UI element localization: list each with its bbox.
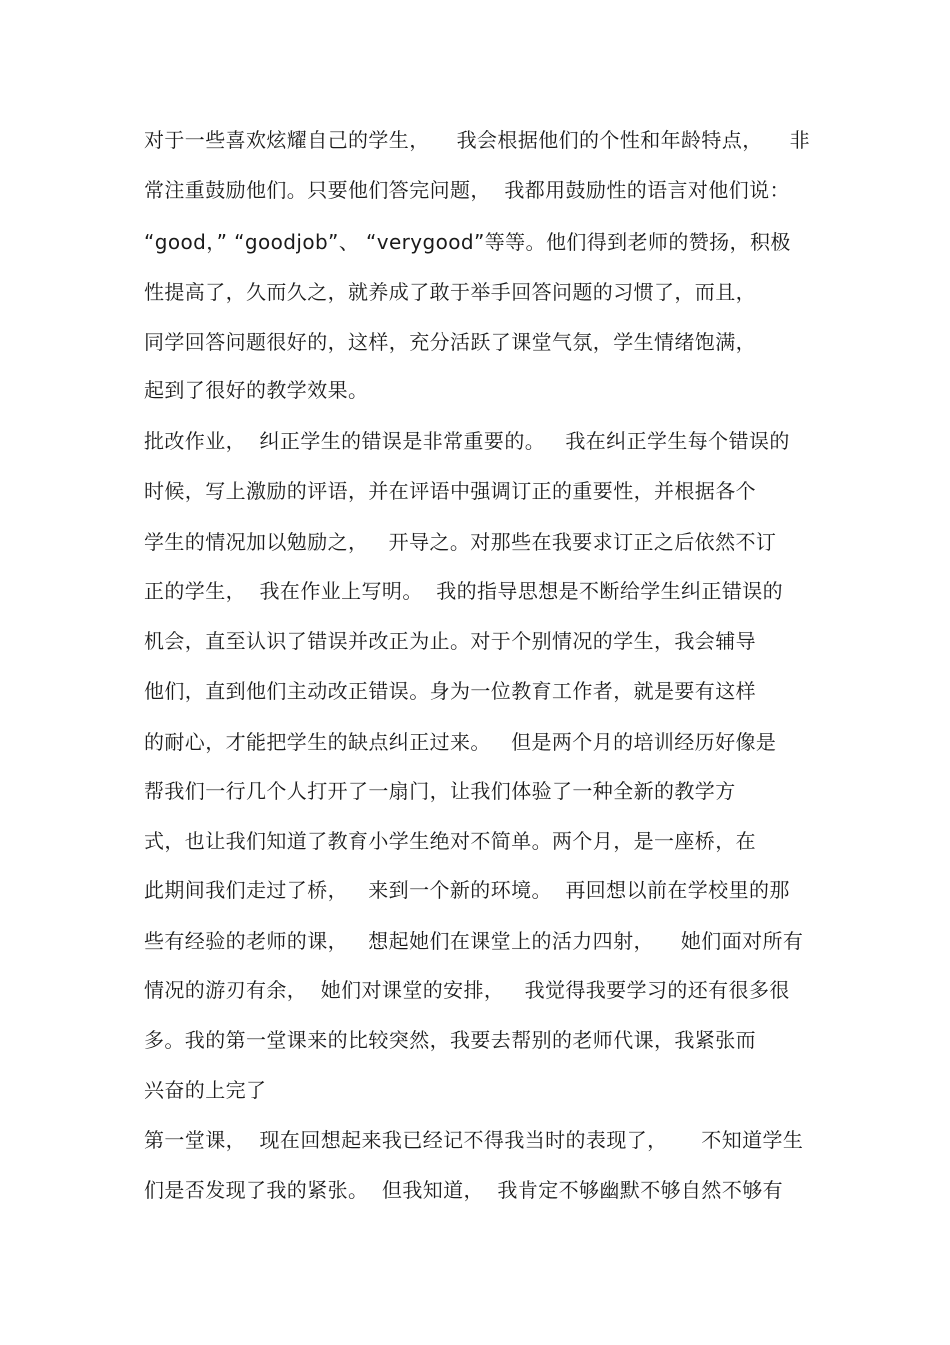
text-line: 的耐心，才能把学生的缺点纠正过来。 但是两个月的培训经历好像是 <box>144 730 777 754</box>
text-line: 多。我的第一堂课来的比较突然，我要去帮别的老师代课，我紧张而 <box>144 1028 756 1052</box>
text-line: 帮我们一行几个人打开了一扇门，让我们体验了一种全新的教学方 <box>144 779 736 803</box>
text-line: 些有经验的老师的课， 想起她们在课堂上的活力四射， 她们面对所有 <box>144 929 804 953</box>
text-line: 批改作业， 纠正学生的错误是非常重要的。 我在纠正学生每个错误的 <box>144 429 790 453</box>
text-line: 对于一些喜欢炫耀自己的学生， 我会根据他们的个性和年龄特点， 非 <box>144 128 811 152</box>
text-line: 第一堂课， 现在回想起来我已经记不得我当时的表现了， 不知道学生 <box>144 1128 804 1152</box>
text-line: 起到了很好的教学效果。 <box>144 378 369 402</box>
text-line: 学生的情况加以勉励之， 开导之。对那些在我要求订正之后依然不订 <box>144 530 777 554</box>
text-line: 机会，直至认识了错误并改正为止。对于个别情况的学生，我会辅导 <box>144 629 756 653</box>
text-line: 同学回答问题很好的，这样，充分活跃了课堂气氛，学生情绪饱满， <box>144 330 756 354</box>
text-line: 性提高了，久而久之，就养成了敢于举手回答问题的习惯了，而且， <box>144 280 756 304</box>
text-line: 正的学生， 我在作业上写明。 我的指导思想是不断给学生纠正错误的 <box>144 579 784 603</box>
text-line: 他们，直到他们主动改正错误。身为一位教育工作者，就是要有这样 <box>144 679 756 703</box>
text-line: 常注重鼓励他们。只要他们答完问题， 我都用鼓励性的语言对他们说： <box>144 178 790 202</box>
text-line: 兴奋的上完了 <box>144 1078 267 1102</box>
text-line: 情况的游刃有余， 她们对课堂的安排， 我觉得我要学习的还有很多很 <box>144 978 790 1002</box>
text-line: 们是否发现了我的紧张。 但我知道， 我肯定不够幽默不够自然不够有 <box>144 1178 784 1202</box>
text-line: 时候，写上激励的评语，并在评语中强调订正的重要性，并根据各个 <box>144 479 756 503</box>
text-line: “good，” “goodjob”、 “verygood”等等。他们得到老师的赞扬，积极 <box>144 230 791 254</box>
text-line: 式，也让我们知道了教育小学生绝对不简单。两个月，是一座桥，在 <box>144 829 756 853</box>
text-line: 此期间我们走过了桥， 来到一个新的环境。 再回想以前在学校里的那 <box>144 878 790 902</box>
